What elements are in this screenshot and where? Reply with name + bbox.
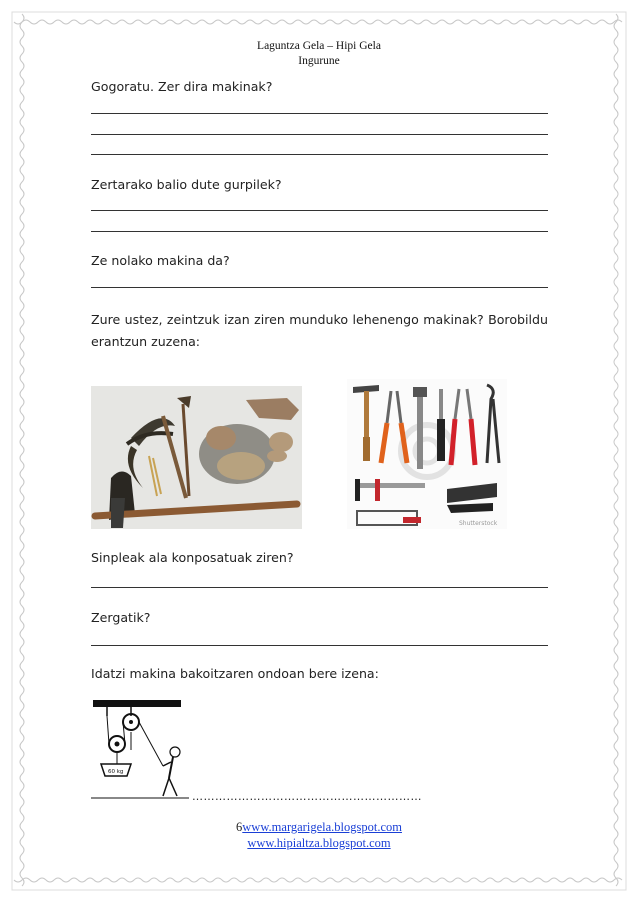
- footer-link-hipialtza[interactable]: www.hipialtza.blogspot.com: [247, 836, 391, 850]
- primitive-tools-image[interactable]: [91, 386, 302, 529]
- header-title: Laguntza Gela – Hipi Gela: [257, 40, 381, 52]
- page-number: 6: [236, 820, 243, 834]
- question-5: Sinpleak ala konposatuak ziren?: [91, 550, 294, 565]
- header-subtitle: Ingurune: [298, 55, 340, 67]
- answer-line[interactable]: [91, 113, 548, 114]
- primitive-tools-illustration: [91, 386, 302, 529]
- question-7: Idatzi makina bakoitzaren ondoan bere izena:: [91, 666, 379, 681]
- answer-line[interactable]: [91, 134, 548, 135]
- tools-watermark: Shutterstock: [459, 520, 498, 527]
- answer-line[interactable]: [91, 287, 548, 288]
- answer-line[interactable]: [91, 210, 548, 211]
- answer-line[interactable]: [91, 154, 548, 155]
- question-1: Gogoratu. Zer dira makinak?: [91, 79, 273, 94]
- modern-tools-image[interactable]: [347, 379, 507, 529]
- answer-line[interactable]: [91, 645, 548, 646]
- question-4: Zure ustez, zeintzuk izan ziren munduko lehenengo makinak? Borobildu erantzun zuzena:: [91, 312, 548, 349]
- pulley-image[interactable]: [91, 698, 189, 802]
- footer-link-margarigela[interactable]: www.margarigela.blogspot.com: [242, 820, 402, 834]
- modern-tools-illustration: [347, 379, 507, 529]
- pulley-illustration: [91, 698, 189, 802]
- answer-line[interactable]: [91, 231, 548, 232]
- question-3: Ze nolako makina da?: [91, 253, 230, 268]
- question-6: Zergatik?: [91, 610, 151, 625]
- question-2: Zertarako balio dute gurpilek?: [91, 177, 282, 192]
- footer-line-1: [0, 820, 638, 835]
- weight-label: 60 kg: [108, 769, 124, 775]
- footer-line-2: [0, 836, 638, 851]
- answer-dots[interactable]: ……………………………………………………: [192, 790, 422, 803]
- answer-line[interactable]: [91, 587, 548, 588]
